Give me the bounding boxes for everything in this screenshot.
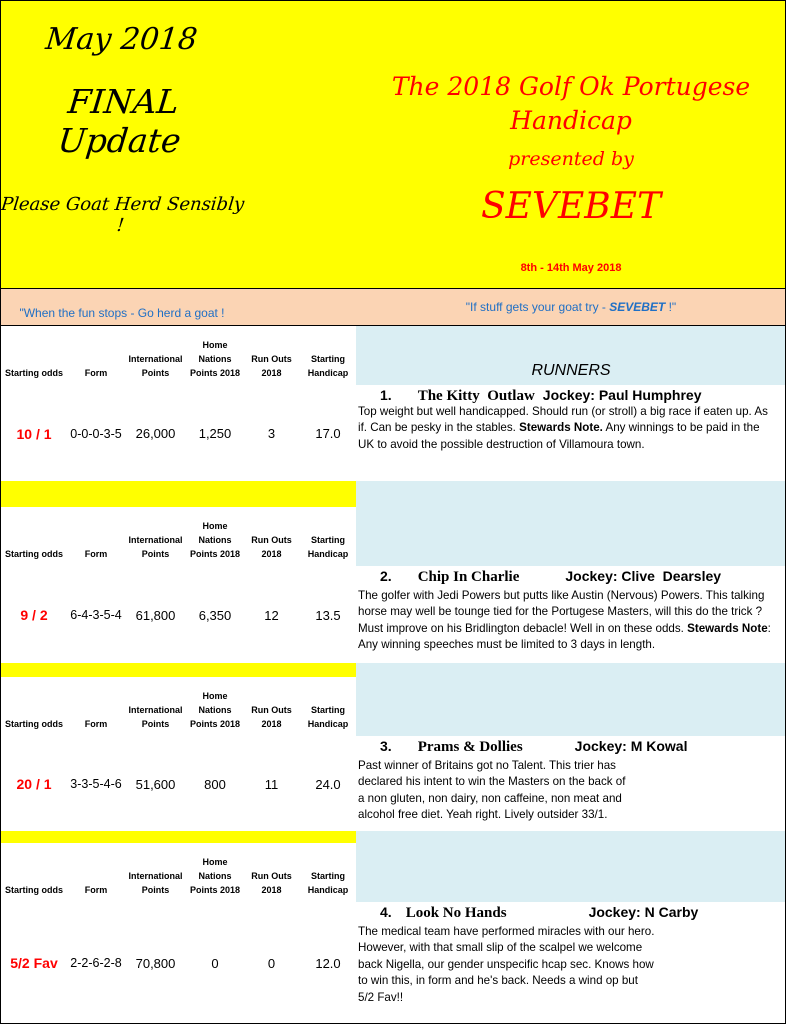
sponsor-name: SEVEBET xyxy=(481,186,661,227)
col-header-form: Form xyxy=(84,885,108,895)
runner-title-3 xyxy=(380,738,688,756)
slogan-right xyxy=(356,300,786,314)
description-line: declared his intent to win the Masters on the back of xyxy=(358,775,626,789)
runner-description-3 xyxy=(358,758,780,824)
col-header-runouts: Run Outs 2018 xyxy=(251,535,292,559)
slogan-spacer-2 xyxy=(299,289,357,326)
event-title: The 2018 Golf Ok Portugese xyxy=(391,72,751,101)
col-header-odds: Starting odds xyxy=(5,549,63,559)
starting-odds-3: 20 / 1 xyxy=(16,776,52,792)
col-header-handicap: Starting Handicap xyxy=(307,354,349,378)
runner-name: Chip In Charlie xyxy=(417,569,520,585)
runner-description-2 xyxy=(358,588,780,654)
runner-intl-2: 61,800 xyxy=(135,607,176,623)
col-header-home: Home Nations Points 2018 xyxy=(189,340,241,378)
separator-right-2 xyxy=(356,481,786,508)
col-header-runouts: Run Outs 2018 xyxy=(251,354,292,378)
runner-number: 3. xyxy=(380,738,392,754)
runner-jockey: Jockey: Paul Humphrey xyxy=(542,387,702,403)
description-line: The medical team have performed miracles with our hero. xyxy=(358,925,655,938)
runner-number: 1. xyxy=(380,387,392,403)
runner-runouts-2: 12 xyxy=(264,607,279,623)
col-header-handicap: Starting Handicap xyxy=(307,535,349,559)
runner-handicap-2: 13.5 xyxy=(315,607,341,623)
col-header-intl: International Points xyxy=(128,871,183,895)
description-text: The golfer with Jedi Powers but putts like Austin (Nervous) Powers. This talking horse may well be tounge tied for the Portugese Masters, will this do the trick ? Must improve on his Bridlington debacle! Well in on these odds. xyxy=(358,589,765,635)
description-line: alcohol free diet. Yeah right. Lively outsider 33/1. xyxy=(358,808,608,822)
runner-form-4: 2-2-6-2-8 xyxy=(70,956,122,970)
header-month-title: May 2018 xyxy=(43,22,200,57)
col-header-intl: International Points xyxy=(128,354,183,378)
slogan-right-end: !" xyxy=(665,300,677,314)
description-line: However, with that small slip of the scalpel we welcome xyxy=(358,941,643,955)
runner-name: Look No Hands xyxy=(405,905,507,921)
event-dates: 8th - 14th May 2018 xyxy=(520,262,622,274)
runner-description-1 xyxy=(358,404,778,453)
event-subtitle: Handicap xyxy=(510,106,632,135)
runner-intl-3: 51,600 xyxy=(135,776,176,792)
runner-runouts-1: 3 xyxy=(267,426,276,441)
runner-jockey: Jockey: M Kowal xyxy=(574,738,688,754)
col-header-form: Form xyxy=(84,368,108,378)
runner-title-2 xyxy=(380,568,721,586)
header-spacer-2 xyxy=(299,0,357,289)
runner-description-4 xyxy=(358,924,780,1006)
separator-left-3 xyxy=(0,663,357,678)
separator-right-3 xyxy=(356,663,786,678)
col-header-form: Form xyxy=(84,549,108,559)
description-line: Past winner of Britains got no Talent. This trier has xyxy=(358,759,616,772)
stewards-note-label: Stewards Note. xyxy=(519,421,603,435)
header-spacer-1 xyxy=(243,0,300,289)
col-header-odds: Starting odds xyxy=(5,368,63,378)
runner-home-3: 800 xyxy=(204,776,226,792)
runner-name: Prams & Dollies xyxy=(417,739,523,755)
runner-home-4: 0 xyxy=(211,955,219,971)
runner-form-2: 6-4-3-5-4 xyxy=(70,608,122,622)
runner-runouts-3: 11 xyxy=(264,776,279,792)
col-header-odds: Starting odds xyxy=(5,885,63,895)
runner-title-4 xyxy=(380,904,698,922)
runner-intl-4: 70,800 xyxy=(135,955,176,971)
runner-home-1: 1,250 xyxy=(198,426,232,441)
runner-jockey: Jockey: Clive Dearsley xyxy=(565,568,722,584)
col-header-home: Home Nations Points 2018 xyxy=(189,857,241,895)
runner-handicap-1: 17.0 xyxy=(315,426,341,441)
runner-form-3: 3-3-5-4-6 xyxy=(70,777,122,791)
description-tail: Any winnings to be paid in the UK to avoid the possible destruction of Villamoura town. xyxy=(358,421,760,451)
slogan-left: "When the fun stops - Go herd a goat ! xyxy=(19,306,225,320)
slogan-spacer-1 xyxy=(243,289,300,326)
starting-odds-4: 5/2 Fav xyxy=(10,955,58,971)
description-tail: : Any winning speeches must be limited to 3 days in length. xyxy=(358,621,771,652)
col-header-handicap: Starting Handicap xyxy=(307,705,349,729)
runner-header-panel-3 xyxy=(356,677,786,737)
description-line: back Nigella, our gender unspecific hcap sec. Knows how xyxy=(358,957,654,971)
runner-handicap-4: 12.0 xyxy=(315,955,341,971)
separator-left-2 xyxy=(0,481,357,508)
col-header-odds: Starting odds xyxy=(5,719,63,729)
description-text: Top weight but well handicapped. Should run (or stroll) a big race if eaten up. As if. Can be pesky in the stables. xyxy=(358,405,768,435)
col-header-form: Form xyxy=(84,719,108,729)
runner-intl-1: 26,000 xyxy=(135,426,176,441)
stewards-note-label: Stewards Note xyxy=(687,621,768,635)
col-header-runouts: Run Outs 2018 xyxy=(251,705,292,729)
description-line: 5/2 Fav!! xyxy=(358,990,404,1004)
header-tagline: Please Goat Herd Sensibly ! xyxy=(0,194,246,236)
starting-odds-2: 9 / 2 xyxy=(20,607,48,623)
starting-odds-1: 10 / 1 xyxy=(16,425,52,442)
runner-form-1: 0-0-0-3-5 xyxy=(70,426,122,441)
runner-runouts-4: 0 xyxy=(267,955,276,971)
description-line: a non gluten, non dairy, non caffeine, non meat and xyxy=(358,791,622,805)
runner-header-panel-4 xyxy=(356,843,786,903)
col-header-intl: International Points xyxy=(128,535,183,559)
runner-name: The Kitty Outlaw xyxy=(417,388,535,404)
header-right-panel xyxy=(356,0,786,289)
runner-home-2: 6,350 xyxy=(198,607,232,623)
presented-by: presented by xyxy=(508,148,634,170)
runner-header-panel-2 xyxy=(356,507,786,567)
col-header-home: Home Nations Points 2018 xyxy=(189,521,241,559)
col-header-handicap: Starting Handicap xyxy=(307,871,349,895)
runner-jockey: Jockey: N Carby xyxy=(588,904,699,920)
runner-title-1 xyxy=(380,387,702,405)
description-line: to win this, in form and he's back. Needs a wind op but xyxy=(358,974,638,988)
slogan-right-text: "If stuff gets your goat try - xyxy=(465,300,610,314)
col-header-runouts: Run Outs 2018 xyxy=(251,871,292,895)
slogan-right-brand: SEVEBET xyxy=(609,300,666,314)
runner-handicap-3: 24.0 xyxy=(315,776,341,792)
runner-number: 4. xyxy=(380,904,392,920)
header-update-title: FINAL Update xyxy=(56,82,183,160)
runners-title: RUNNERS xyxy=(531,362,611,379)
col-header-intl: International Points xyxy=(128,705,183,729)
runner-number: 2. xyxy=(380,568,392,584)
col-header-home: Home Nations Points 2018 xyxy=(189,691,241,729)
